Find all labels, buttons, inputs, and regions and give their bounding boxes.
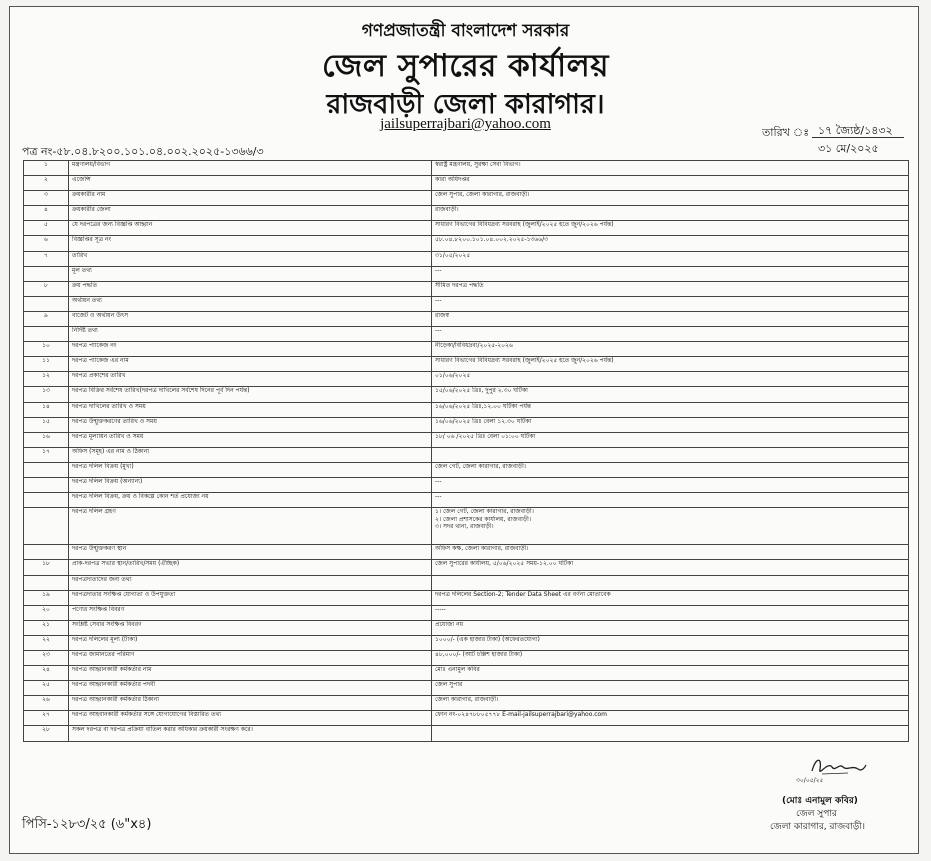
cell-sl: ১ bbox=[24, 161, 69, 176]
cell-value: --- bbox=[432, 296, 909, 311]
cell-item: দরপত্র আহ্বানকারী কর্মকর্তার নাম bbox=[69, 666, 432, 681]
table-row bbox=[24, 477, 909, 492]
table-row bbox=[24, 447, 909, 462]
cell-item: দরপত্র দলিল বিক্রয়, ক্রয় ও বিকল্পে কোন শর্ত প্রযোজ্য নয় bbox=[69, 493, 432, 508]
signatory-designation: জেল সুপার bbox=[796, 809, 837, 819]
cell-sl: ১২ bbox=[24, 372, 69, 387]
cell-sl bbox=[24, 266, 69, 281]
table-row bbox=[24, 417, 909, 432]
cell-value: জেল গেট, জেলা কারাগার, রাজবাড়ী। bbox=[432, 462, 909, 477]
cell-item: ক্রয় পদ্ধতি bbox=[69, 281, 432, 296]
cell-value: ১। জেল গেট, জেলা কারাগার, রাজবাড়ী। ২। জেলা প্রশাসকের কার্যালয়, রাজবাড়ী। ৩। সদর থানা, রাজবাড়ী। bbox=[432, 508, 909, 545]
cell-value bbox=[432, 447, 909, 462]
cell-sl: ২৬ bbox=[24, 696, 69, 711]
cell-sl: ২১ bbox=[24, 620, 69, 635]
cell-value: --- bbox=[432, 266, 909, 281]
cell-item: পণ্যের সংক্ষিপ্ত বিবরণ bbox=[69, 605, 432, 620]
cell-value: ফোন নং-০২৪৭৮৮০৫৭৭৮ E-mail-jailsuperrajbari@yahoo.com bbox=[432, 711, 909, 726]
cell-sl: ১৩ bbox=[24, 387, 69, 402]
table-row bbox=[24, 493, 909, 508]
cell-value: রাজস্ব bbox=[432, 311, 909, 326]
cell-sl: ৩ bbox=[24, 191, 69, 206]
table-row bbox=[24, 651, 909, 666]
cell-value: ১৬/০৬/২০২৫ খ্রিঃ বেলা ১২.৩০ ঘটিকা bbox=[432, 417, 909, 432]
signatory-name: (মোঃ এনামুল কবির) bbox=[782, 796, 858, 806]
table-row bbox=[24, 462, 909, 477]
cell-value: প্রযোজ্য নয় bbox=[432, 620, 909, 635]
cell-sl bbox=[24, 477, 69, 492]
cell-value: ১৬/০৬/২০২৫ খ্রিঃ,১২.০০ ঘটিকা পর্যন্ত bbox=[432, 402, 909, 417]
table-row bbox=[24, 387, 909, 402]
table-row bbox=[24, 191, 909, 206]
table-row bbox=[24, 635, 909, 650]
table-row bbox=[24, 605, 909, 620]
signatory-office: জেলা কারাগার, রাজবাড়ী। bbox=[770, 822, 865, 832]
table-row bbox=[24, 327, 909, 342]
table-row bbox=[24, 560, 909, 575]
cell-sl: ১৬ bbox=[24, 432, 69, 447]
cell-sl bbox=[24, 545, 69, 560]
cell-sl: ৬ bbox=[24, 236, 69, 251]
cell-sl: ২০ bbox=[24, 605, 69, 620]
cell-sl: ১৫ bbox=[24, 417, 69, 432]
cell-item: দরপত্র জামানতের পরিমাণ bbox=[69, 651, 432, 666]
cell-value: কারা অধিদপ্তর bbox=[432, 176, 909, 191]
table-row bbox=[24, 266, 909, 281]
cell-item: দরপত্রদাতার সংক্ষিপ্ত যোগ্যতা ও উপযুক্ততা bbox=[69, 590, 432, 605]
cell-item: প্রাক-দরপত্র সভার স্থান/তারিখ/সময় (ঐচ্ছিক) bbox=[69, 560, 432, 575]
cell-sl: ১০ bbox=[24, 342, 69, 357]
table-row bbox=[24, 342, 909, 357]
cell-sl: ১৪ bbox=[24, 402, 69, 417]
signature-date: ৩০/০৫/২৫ bbox=[796, 777, 824, 784]
table-row bbox=[24, 236, 909, 251]
cell-sl: ২৫ bbox=[24, 681, 69, 696]
cell-value: ৩১/০৫/২০২৫ bbox=[432, 251, 909, 266]
cell-value: ১৮/ ০৬ /২০২৫ খ্রিঃ বেলা ০১:০০ ঘটিকা bbox=[432, 432, 909, 447]
table-row bbox=[24, 681, 909, 696]
cell-item: ক্রয়কারীর জেলা bbox=[69, 206, 432, 221]
cell-item: দরপত্র উন্মুক্তকরণের তারিখ ও সময় bbox=[69, 417, 432, 432]
table-row bbox=[24, 590, 909, 605]
cell-sl bbox=[24, 462, 69, 477]
cell-sl: ২৭ bbox=[24, 711, 69, 726]
cell-sl bbox=[24, 493, 69, 508]
cell-item: দরপত্র মূল্যায়ন তারিখ ও সময় bbox=[69, 432, 432, 447]
table-row bbox=[24, 372, 909, 387]
cell-item: দরপত্র প্রকাশের তারিখ bbox=[69, 372, 432, 387]
cell-value: দরপত্র দলিলের Section-2; Tender Data Sheet এর বর্ণনা মোতাবেক bbox=[432, 590, 909, 605]
table-row bbox=[24, 726, 909, 742]
cell-value: --- bbox=[432, 477, 909, 492]
table-row bbox=[24, 357, 909, 372]
cell-value: অফিস কক্ষ, জেলা কারাগার, রাজবাড়ী। bbox=[432, 545, 909, 560]
cell-value: সাধারণ বিভাগের বিবিধদ্রব্য সরবরাহ (জুলাই/২০২৫ হতে জুন/২০২৬ পর্যন্ত) bbox=[432, 221, 909, 236]
cell-value: ১৫/০৬/২০২৫ খ্রিঃ, দুপুর ২.৩০ ঘটিকা bbox=[432, 387, 909, 402]
cell-sl bbox=[24, 575, 69, 590]
email-link[interactable]: jailsuperrajbari@yahoo.com bbox=[380, 116, 551, 132]
cell-item: দরপত্র দলিল বিক্রয় (মুখ্য) bbox=[69, 462, 432, 477]
cell-sl: ১৯ bbox=[24, 590, 69, 605]
table-row bbox=[24, 281, 909, 296]
table-row bbox=[24, 206, 909, 221]
table-row bbox=[24, 696, 909, 711]
jail-title: রাজবাড়ী জেলা কারাগার। bbox=[326, 89, 605, 120]
cell-sl: ১১ bbox=[24, 357, 69, 372]
cell-item: মূল তথ্য bbox=[69, 266, 432, 281]
cell-sl: ২ bbox=[24, 176, 69, 191]
cell-item: তারিখ bbox=[69, 251, 432, 266]
cell-item: দরপত্র আহ্বানকারী কর্মকর্তার পদবী bbox=[69, 681, 432, 696]
date-english: ৩১ মে/২০২৫ bbox=[818, 142, 879, 155]
table-row bbox=[24, 311, 909, 326]
table-row bbox=[24, 545, 909, 560]
cell-sl: ২২ bbox=[24, 635, 69, 650]
cell-value: জেল সুপার, জেলা কারাগার, রাজবাড়ী। bbox=[432, 191, 909, 206]
cell-item: দরপত্র দলিলের মূল্য (টাকা) bbox=[69, 635, 432, 650]
cell-value: ----- bbox=[432, 605, 909, 620]
table-row bbox=[24, 575, 909, 590]
cell-item: বিজ্ঞপ্তির সূত্র নং bbox=[69, 236, 432, 251]
cell-value: স্বরাষ্ট্র মন্ত্রণালয়, সুরক্ষা সেবা বিভাগ। bbox=[432, 161, 909, 176]
cell-sl: ৮ bbox=[24, 281, 69, 296]
cell-value: সীমিত দরপত্র পদ্ধতি bbox=[432, 281, 909, 296]
cell-value: সাধারণ বিভাগের বিবিধদ্রব্য সরবরাহ (জুলাই/২০২৫ হতে জুন/২০২৬ পর্যন্ত) bbox=[432, 357, 909, 372]
cell-sl bbox=[24, 508, 69, 545]
cell-sl: ২৩ bbox=[24, 651, 69, 666]
cell-value: --- bbox=[432, 493, 909, 508]
cell-sl: ২৪ bbox=[24, 666, 69, 681]
cell-value: রাজবাড়ী। bbox=[432, 206, 909, 221]
cell-item: দরপত্র বিক্রির সর্বশেষ তারিখ(দরপত্র দাখিলের সর্বশেষ দিনের পূর্ব দিন পর্যন্ত) bbox=[69, 387, 432, 402]
cell-value: জেলা কারাগার, রাজবাড়ী। bbox=[432, 696, 909, 711]
cell-item: যে দরপত্রের জন্য বিজ্ঞপ্তি আহ্বান bbox=[69, 221, 432, 236]
date-divider bbox=[812, 137, 904, 138]
cell-item: মন্ত্রণালয়/বিভাগ bbox=[69, 161, 432, 176]
cell-value: ১০০০/- (এক হাজার টাকা) (অফেরতযোগ্য) bbox=[432, 635, 909, 650]
government-title: গণপ্রজাতন্ত্রী বাংলাদেশ সরকার bbox=[361, 21, 570, 41]
table-row bbox=[24, 508, 909, 545]
cell-sl bbox=[24, 327, 69, 342]
cell-item: দরপত্র আহ্বানকারী কর্মকর্তার ঠিকানা bbox=[69, 696, 432, 711]
memo-number: পত্র নং-৫৮.০৪.৮২০০.১০১.০৪.০০২.২০২৫-১৩৬৬/৩ bbox=[22, 145, 264, 158]
cell-item: দরপত্র দলিল গ্রহণ bbox=[69, 508, 432, 545]
cell-value bbox=[432, 575, 909, 590]
cell-item: দরপত্র উন্মুক্তকরণ স্থান bbox=[69, 545, 432, 560]
table-row bbox=[24, 251, 909, 266]
cell-item: অফিস (সমূহ) এর নাম ও ঠিকানা bbox=[69, 447, 432, 462]
cell-value: নীড়েকা/বিবিধদ্রব্য/২০২৫-২০২৬ bbox=[432, 342, 909, 357]
cell-item: দরপত্র প্যাকেজ এর নাম bbox=[69, 357, 432, 372]
cell-value: ০১/০৬/২০২৫ bbox=[432, 372, 909, 387]
cell-sl: ২৮ bbox=[24, 726, 69, 742]
cell-item: অর্থায়ন তথ্য bbox=[69, 296, 432, 311]
cell-value: ৫৮.০৪.৮২০০.১০১.০৪.০০২.২০২৫-১৩৬৬/৩ bbox=[432, 236, 909, 251]
cell-item: সংশ্লিষ্ট সেবার সংক্ষিপ্ত বিবরণ bbox=[69, 620, 432, 635]
date-label: তারিখ ঃ bbox=[762, 126, 810, 139]
cell-item: নির্দিষ্ট তথ্য bbox=[69, 327, 432, 342]
cell-sl: ৫ bbox=[24, 221, 69, 236]
cell-sl: ৭ bbox=[24, 251, 69, 266]
cell-value: মোঃ এনামুল কবির bbox=[432, 666, 909, 681]
tender-table bbox=[23, 160, 909, 742]
table-row bbox=[24, 432, 909, 447]
cell-value: জেল সুপার bbox=[432, 681, 909, 696]
table-row bbox=[24, 711, 909, 726]
cell-item: দরপত্র দলিল বিক্রয় (অন্যান্য) bbox=[69, 477, 432, 492]
cell-value bbox=[432, 726, 909, 742]
cell-sl: ৪ bbox=[24, 206, 69, 221]
cell-value: ৪৮,০০০/- (আট চল্লিশ হাজার টাকা) bbox=[432, 651, 909, 666]
cell-value: --- bbox=[432, 327, 909, 342]
cell-value: জেল সুপারের কার্যালয়, ৫/০৬/২০২৫ সময়-১২.০০ ঘটিকা bbox=[432, 560, 909, 575]
cell-item: দরপত্র আহবানকারী কর্মকর্তার সঙ্গে যোগাযোগের বিস্তারিত তথ্য bbox=[69, 711, 432, 726]
table-row bbox=[24, 666, 909, 681]
table-row bbox=[24, 296, 909, 311]
table-row bbox=[24, 221, 909, 236]
cell-sl: ১৭ bbox=[24, 447, 69, 462]
cell-item: সকল দরপত্র বা দরপত্র প্রক্রিয়া বাতিল করার অধিকার ক্রয়কারী সংরক্ষণ করে। bbox=[69, 726, 432, 742]
cell-item: ক্রয়কারীর নাম bbox=[69, 191, 432, 206]
cell-sl: ৯ bbox=[24, 311, 69, 326]
cell-item: এজেন্সি bbox=[69, 176, 432, 191]
date-bangla: ১৭ জ্যৈষ্ঠ/১৪৩২ bbox=[818, 124, 893, 137]
table-row bbox=[24, 161, 909, 176]
cell-item: দরপত্র প্যাকেজ নং bbox=[69, 342, 432, 357]
table-row bbox=[24, 402, 909, 417]
cell-sl bbox=[24, 296, 69, 311]
office-title: জেল সুপারের কার্যালয় bbox=[322, 48, 609, 84]
footer-code: পিসি-১২৮৩/২৫ (৬"x৪) bbox=[22, 817, 152, 832]
table-row bbox=[24, 620, 909, 635]
cell-item: দরপত্রদাতাদের জন্য তথ্য bbox=[69, 575, 432, 590]
cell-item: দরপত্র দাখিলের তারিখ ও সময় bbox=[69, 402, 432, 417]
table-row bbox=[24, 176, 909, 191]
cell-item: বাজেট ও অর্থায়ন উৎস bbox=[69, 311, 432, 326]
cell-sl: ১৮ bbox=[24, 560, 69, 575]
